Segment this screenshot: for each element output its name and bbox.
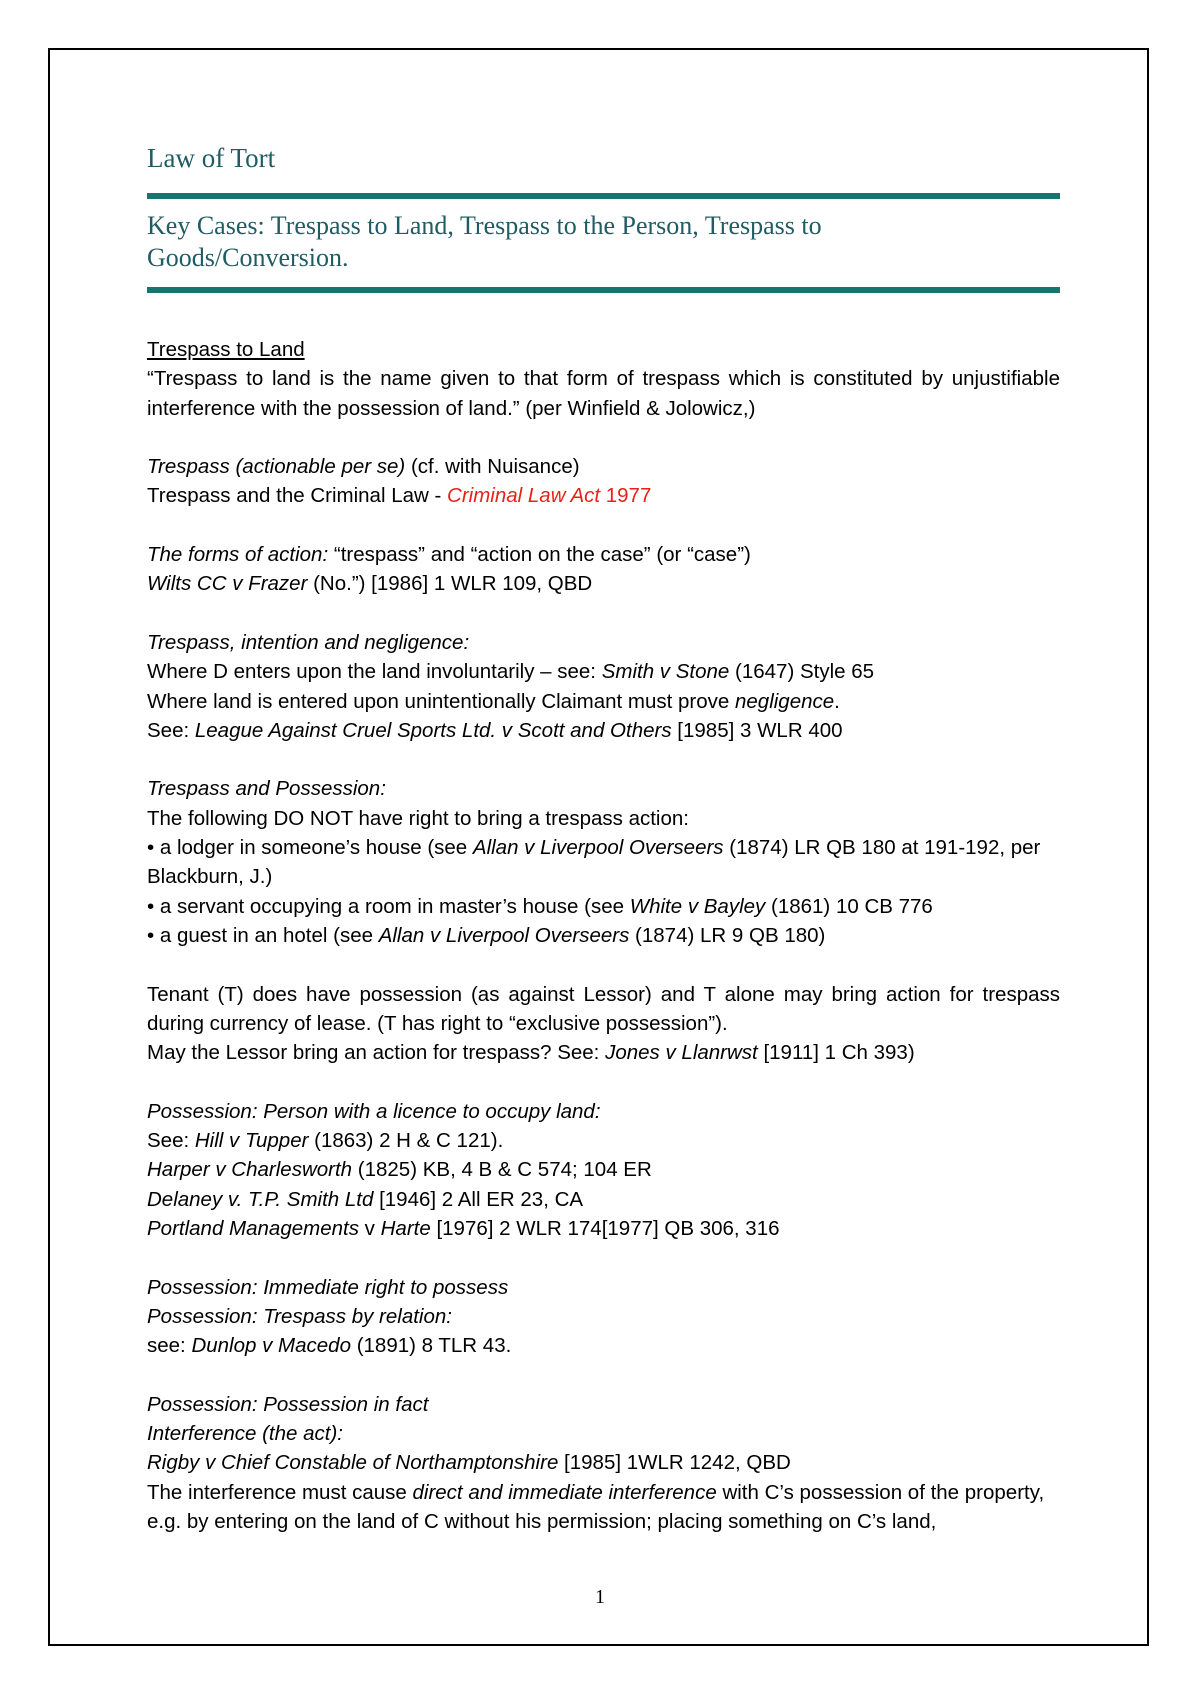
title-rule-top <box>147 193 1060 199</box>
page-number: 1 <box>595 1586 605 1608</box>
case-citation: See: League Against Cruel Sports Ltd. v Scott and Others [1985] 3 WLR 400 <box>147 718 843 742</box>
subheading-trespass-relation: Possession: Trespass by relation: <box>147 1304 452 1328</box>
actionable-line: Trespass (actionable per se) (cf. with Nuisance) <box>147 455 580 479</box>
lessor-line: May the Lessor bring an action for trespass? See: Jones v Llanrwst [1911] 1 Ch 393) <box>147 1041 915 1065</box>
case-citation: Portland Managements v Harte [1976] 2 WLR 174[1977] QB 306, 316 <box>147 1216 780 1240</box>
involuntary-entry-line: Where D enters upon the land involuntarily – see: Smith v Stone (1647) Style 65 <box>147 660 875 684</box>
document-subtitle: Key Cases: Trespass to Land, Trespass to the Person, Trespass to Goods/Conversion. <box>147 211 822 272</box>
case-citation: Rigby v Chief Constable of Northamptonshire [1985] 1WLR 1242, QBD <box>147 1451 791 1475</box>
tenant-paragraph: Tenant (T) does have possession (as against Lessor) and T alone may bring action for trespass during currency of lease. (T has right to “exclusive possession”). <box>147 982 1060 1035</box>
bullet-item: • a lodger in someone’s house (see Allan v Liverpool Overseers (1874) LR QB 180 at 191-192, per Blackburn, J.) <box>147 836 1041 889</box>
forms-of-action-line: The forms of action: “trespass” and “action on the case” (or “case”) <box>147 543 751 567</box>
title-rule-bottom <box>147 287 1060 293</box>
subheading-intention: Trespass, intention and negligence: <box>147 630 470 654</box>
subheading-licence: Possession: Person with a licence to occupy land: <box>147 1099 601 1123</box>
no-right-line: The following DO NOT have right to bring a trespass action: <box>147 806 689 830</box>
negligence-line: Where land is entered upon unintentionally Claimant must prove negligence. <box>147 689 840 713</box>
document-title: Law of Tort <box>147 143 276 173</box>
bullet-item: • a servant occupying a room in master’s house (see White v Bayley (1861) 10 CB 776 <box>147 894 933 918</box>
subheading-interference: Interference (the act): <box>147 1421 343 1445</box>
subheading-possession-fact: Possession: Possession in fact <box>147 1392 429 1416</box>
case-citation: See: Hill v Tupper (1863) 2 H & C 121). <box>147 1129 504 1153</box>
interference-paragraph: The interference must cause direct and immediate interference with C’s possession of the property, e.g. by entering on the land of C without his permission; placing something on C’s land, <box>147 1480 1045 1533</box>
bullet-item: • a guest in an hotel (see Allan v Liverpool Overseers (1874) LR 9 QB 180) <box>147 923 826 947</box>
section-heading: Trespass to Land <box>147 338 305 361</box>
subheading-possession: Trespass and Possession: <box>147 777 386 801</box>
subheading-immediate-right: Possession: Immediate right to possess <box>147 1275 509 1299</box>
criminal-law-line: Trespass and the Criminal Law - Criminal Law Act 1977 <box>147 484 652 508</box>
definition-quote: “Trespass to land is the name given to that form of trespass which is constituted by unjustifiable interference with the possession of land.” (per Winfield & Jolowicz,) <box>147 367 1060 420</box>
case-citation: see: Dunlop v Macedo (1891) 8 TLR 43. <box>147 1334 512 1358</box>
document-body <box>147 335 1060 1536</box>
case-citation: Harper v Charlesworth (1825) KB, 4 B & C 574; 104 ER <box>147 1158 652 1182</box>
case-citation: Delaney v. T.P. Smith Ltd [1946] 2 All ER 23, CA <box>147 1187 584 1211</box>
case-citation: Wilts CC v Frazer (No.”) [1986] 1 WLR 109, QBD <box>147 572 593 596</box>
